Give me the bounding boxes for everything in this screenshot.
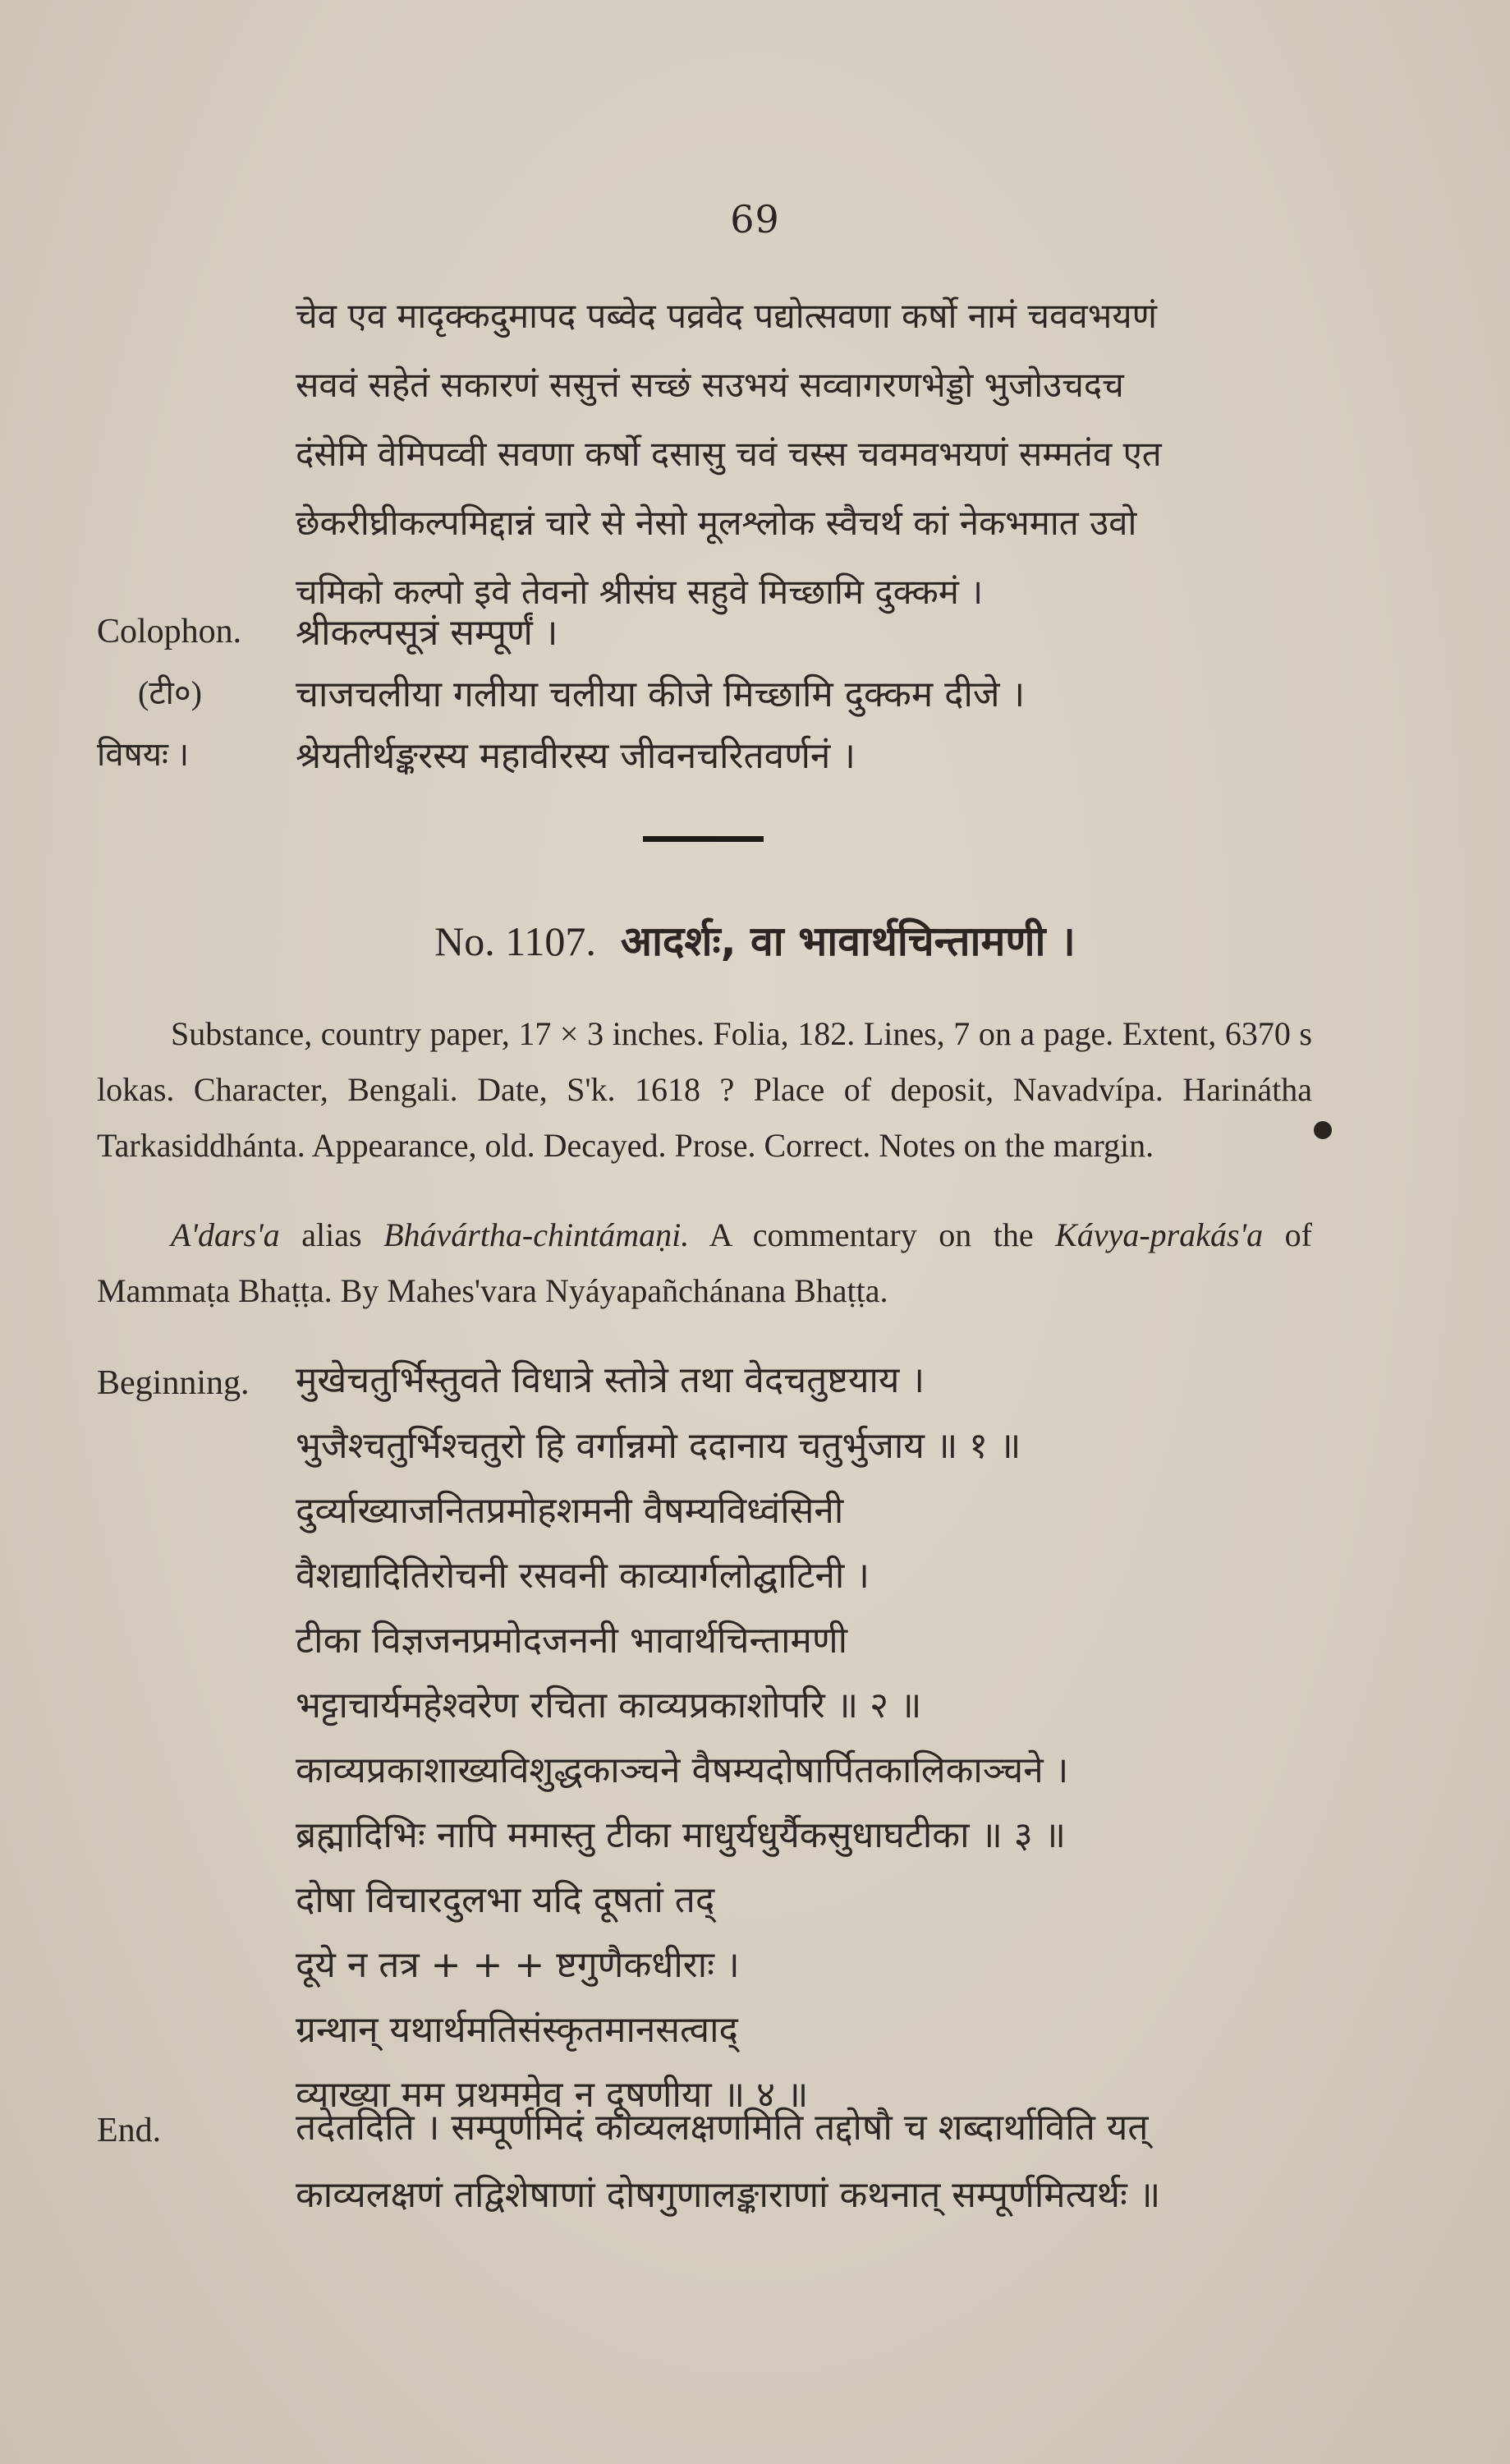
entry-heading: [0, 912, 1510, 968]
beginning-line: भुजैश्चतुर्भिश्चतुरो हि वर्गान्नमो ददानाय चतुर्भुजाय ॥ १ ॥: [296, 1425, 1021, 1467]
beginning-line: मुखेचतुर्भिस्तुवते विधात्रे स्तोत्रे तथा वेदचतुष्टयाय ।: [296, 1359, 925, 1401]
end-line: काव्यलक्षणं तद्विशेषाणां दोषगुणालङ्काराणां कथनात् सम्पूर्णमित्यर्थः ॥: [296, 2174, 1161, 2216]
tika-label: (टी०): [138, 674, 202, 711]
text-line: चमिको कल्पो इवे तेवनो श्रीसंघ सहुवे मिच्छामि दुक्कमं ।: [296, 572, 984, 612]
end-label: End.: [97, 2112, 162, 2149]
beginning-line: दोषा विचारदुलभा यदि दूषतां तद्: [296, 1879, 715, 1921]
commented-work: Kávya-prakás'a: [1055, 1216, 1264, 1253]
colophon-label: Colophon.: [97, 613, 242, 650]
end-text: [296, 2107, 1160, 2241]
beginning-line: दूये न तत्र + + + ष्टगुणैकधीराः ।: [296, 1944, 740, 1986]
vishaya-label: विषयः ।: [97, 736, 190, 773]
beginning-line: ब्रह्मादिभिः नापि ममास्तु टीका माधुर्यधुर्यैकसुधाघटीका ॥ ३ ॥: [296, 1814, 1067, 1856]
work-summary: [97, 1207, 1312, 1319]
end-line: तदेतदिति । सम्पूर्णमिदं काव्यलक्षणमिति तद्दोषौ च शब्दार्थाविति यत्: [296, 2107, 1149, 2149]
vishaya-text: श्रेयतीर्थङ्करस्य महावीरस्य जीवनचरितवर्णनं ।: [296, 735, 856, 777]
text-line: सववं सहेतं सकारणं ससुत्तं सच्छं सउभयं सव्वागरणभेड्डो भुजोउचदच: [296, 365, 1124, 405]
work-title: A'dars'a: [171, 1216, 280, 1253]
preceding-entry-text: [296, 296, 1396, 641]
summary-end: of Mammaṭa Bhaṭṭa. By Mahes'vara Nyáyapañchánana Bhaṭṭa.: [97, 1216, 1312, 1309]
manuscript-description: Substance, country paper, 17 × 3 inches. Folia, 182. Lines, 7 on a page. Extent, 6370 s lokas. Character, Bengali. Date, S'k. 1618 ? Place of deposit, Navadvípa. Harinátha Tarkasiddhánta. Appearance, old. Decayed. Prose. Correct. Notes on the margin.: [97, 1015, 1312, 1164]
beginning-line: दुर्व्याख्याजनितप्रमोहशमनी वैषम्यविध्वंसिनी: [296, 1490, 844, 1532]
work-alt-title: Bhávártha-chintámaṇi.: [383, 1216, 690, 1253]
colophon-text: श्रीकल्पसूत्रं सम्पूर्णं ।: [296, 612, 558, 654]
entry-title: आदर्शः, वा भावार्थचिन्तामणी ।: [620, 917, 1076, 965]
alias-word: alias: [279, 1216, 384, 1253]
beginning-text: [296, 1425, 1068, 2139]
beginning-line: टीका विज्ञजनप्रमोदजननी भावार्थचिन्तामणी: [296, 1620, 848, 1662]
tika-text: चाजचलीया गलीया चलीया कीजे मिच्छामि दुक्कम दीजे ।: [296, 673, 1026, 715]
beginning-line: काव्यप्रकाशाख्यविशुद्धकाञ्चने वैषम्यदोषार्पितकालिकाञ्चने ।: [296, 1749, 1069, 1791]
text-line: छेकरीघ्रीकल्पमिद्दान्नं चारे से नेसो मूलश्लोक स्वैचर्थ कां नेकभमात उवो: [296, 503, 1137, 543]
entry-number: No. 1107.: [434, 918, 596, 964]
summary-middle: A commentary on the: [689, 1216, 1056, 1253]
ink-blot: [1314, 1121, 1332, 1139]
beginning-label: Beginning.: [97, 1364, 250, 1402]
beginning-line: व्याख्या मम प्रथममेव न दूषणीया ॥ ४ ॥: [296, 2074, 809, 2116]
page-number: 69: [730, 197, 780, 241]
beginning-line: वैशद्यादितिरोचनी रसवनी काव्यार्गलोद्घाटिनी ।: [296, 1555, 870, 1597]
beginning-line: भट्टाचार्यमहेश्वरेण रचिता काव्यप्रकाशोपरि ॥ २ ॥: [296, 1685, 922, 1726]
beginning-line: ग्रन्थान् यथार्थमतिसंस्कृतमानसत्वाद्: [296, 2009, 738, 2051]
text-line: चेव एव मादृक्कदुमापद पब्वेद पव्रवेद पद्योत्सवणा कर्षो नामं चववभयणं: [296, 296, 1157, 336]
section-divider: [643, 836, 764, 842]
text-line: दंसेमि वेमिपव्वी सवणा कर्षो दसासु चवं चस्स चवमवभयणं सम्मतंव एत: [296, 434, 1162, 474]
